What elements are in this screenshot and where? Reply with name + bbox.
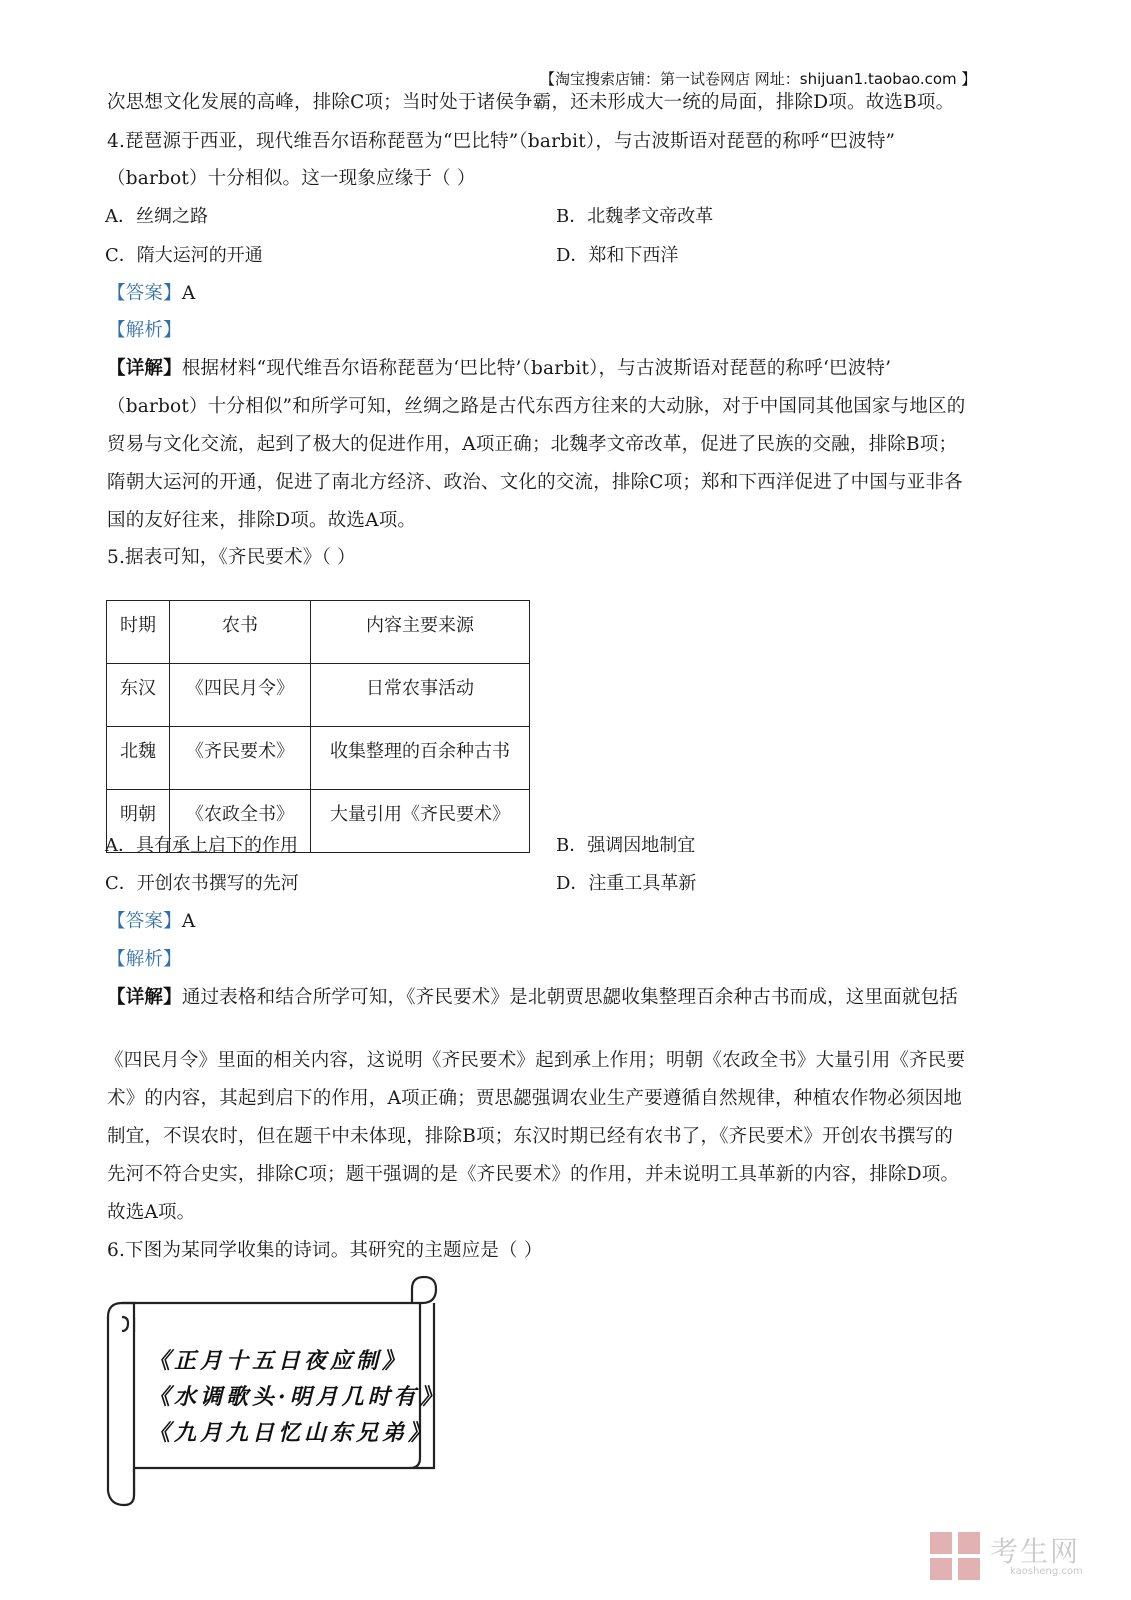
q5-answer-value: A xyxy=(181,911,196,932)
q4-detail-tag: 【详解】 xyxy=(107,358,182,379)
watermark-subtext: kaosheng.com xyxy=(1010,1566,1083,1577)
q5-detail-text1: 通过表格和结合所学可知，《齐民要术》是北朝贾思勰收集整理百余种古书而成，这里面就包括 xyxy=(181,987,958,1008)
q5-option-a: A．具有承上启下的作用 xyxy=(105,835,298,856)
q5-detail-line6: 故选A项。 xyxy=(107,1202,196,1223)
table-cell: 《齐民要术》 xyxy=(170,727,311,790)
q5-detail-line3: 术》的内容，其起到启下的作用，A项正确；贾思勰强调农业生产要遵循自然规律，种植农作物必须因地 xyxy=(107,1088,963,1109)
q5-detail-line2: 《四民月令》里面的相关内容，这说明《齐民要术》起到承上作用；明朝《农政全书》大量引用《齐民要 xyxy=(105,1050,966,1071)
q4-analysis-tag xyxy=(107,318,182,344)
q5-analysis-label: 【解析】 xyxy=(107,949,182,970)
q5-detail-tag: 【详解】 xyxy=(107,987,182,1008)
q5-analysis-tag xyxy=(107,947,182,973)
q5-option-d: D．注重工具革新 xyxy=(556,873,697,894)
q4-detail-line2: （barbot）十分相似”和所学可知，丝绸之路是古代东西方往来的大动脉，对于中国同其他国家与地区的 xyxy=(107,396,966,417)
q4-analysis-label: 【解析】 xyxy=(107,320,182,341)
q4-stem-line2: （barbot）十分相似。这一现象应缘于（ ） xyxy=(107,168,476,189)
q4-answer xyxy=(107,281,195,307)
table-cell: 明朝 xyxy=(107,790,170,853)
table-cell: 北魏 xyxy=(107,727,170,790)
table-header-row xyxy=(107,601,530,664)
q4-answer-tag: 【答案】 xyxy=(107,283,182,304)
poem-title-2: 《水调歌头·明月几时有》 xyxy=(148,1384,446,1410)
q5-option-c: C．开创农书撰写的先河 xyxy=(105,873,299,894)
watermark-text: 考生网 xyxy=(990,1535,1081,1568)
poem-title-3: 《九月九日忆山东兄弟》 xyxy=(148,1420,435,1446)
q5-detail-line4: 制宜，不误农时，但在题干中未体现，排除B项；东汉时期已经有农书了，《齐民要术》开创农书撰写的 xyxy=(107,1126,954,1147)
table-cell: 《农政全书》 xyxy=(170,790,311,853)
q5-stem: 5.据表可知，《齐民要术》（ ） xyxy=(107,547,356,568)
q4-detail-line5: 国的友好往来，排除D项。故选A项。 xyxy=(107,510,417,531)
q5-detail-line1 xyxy=(107,985,958,1011)
q6-stem: 6.下图为某同学收集的诗词。其研究的主题应是（ ） xyxy=(107,1240,543,1261)
q4-answer-value: A xyxy=(181,283,196,304)
table-row xyxy=(107,727,530,790)
table-header-cell: 内容主要来源 xyxy=(311,601,530,664)
q4-option-c: C．隋大运河的开通 xyxy=(105,245,263,266)
q4-detail-line1 xyxy=(107,356,891,382)
page-header: 【淘宝搜索店铺：第一试卷网店 网址：shijuan1.taobao.com 】 xyxy=(540,70,977,88)
table-cell: 《四民月令》 xyxy=(170,664,311,727)
q4-detail-text1: 根据材料“现代维吾尔语称琵琶为‘巴比特’（barbit），与古波斯语对琵琶的称呼‘巴波特’ xyxy=(181,358,892,379)
table-cell: 收集整理的百余种古书 xyxy=(311,727,530,790)
table-header-cell: 农书 xyxy=(170,601,311,664)
previous-answer-tail: 次思想文化发展的高峰，排除C项；当时处于诸侯争霸，还未形成大一统的局面，排除D项。故选B项。 xyxy=(107,92,955,113)
q4-detail-line3: 贸易与文化交流，起到了极大的促进作用，A项正确；北魏孝文帝改革，促进了民族的交融，排除B项； xyxy=(107,434,958,455)
q4-detail-line4: 隋朝大运河的开通，促进了南北方经济、政治、文化的交流，排除C项；郑和下西洋促进了中国与亚非各 xyxy=(107,472,963,493)
table-header-cell: 时期 xyxy=(107,601,170,664)
table-cell: 东汉 xyxy=(107,664,170,727)
q5-answer xyxy=(107,909,195,935)
table-cell: 大量引用《齐民要术》 xyxy=(311,790,530,853)
q5-detail-line5: 先河不符合史实，排除C项；题干强调的是《齐民要术》的作用，并未说明工具革新的内容，排除D项。 xyxy=(107,1164,960,1185)
table-row xyxy=(107,664,530,727)
q4-option-b: B．北魏孝文帝改革 xyxy=(556,206,714,227)
poem-title-1: 《正月十五日夜应制》 xyxy=(148,1348,409,1374)
q4-option-d: D．郑和下西洋 xyxy=(556,245,679,266)
watermark-logo-icon xyxy=(928,1528,984,1584)
q5-option-b: B．强调因地制宜 xyxy=(556,835,696,856)
q5-table xyxy=(106,600,530,853)
q4-option-a: A．丝绸之路 xyxy=(105,206,208,227)
q5-answer-tag: 【答案】 xyxy=(107,911,182,932)
table-cell: 日常农事活动 xyxy=(311,664,530,727)
q4-stem-line1: 4.琵琶源于西亚，现代维吾尔语称琵琶为“巴比特”（barbit），与古波斯语对琵琶的称呼“巴波特” xyxy=(107,131,896,152)
